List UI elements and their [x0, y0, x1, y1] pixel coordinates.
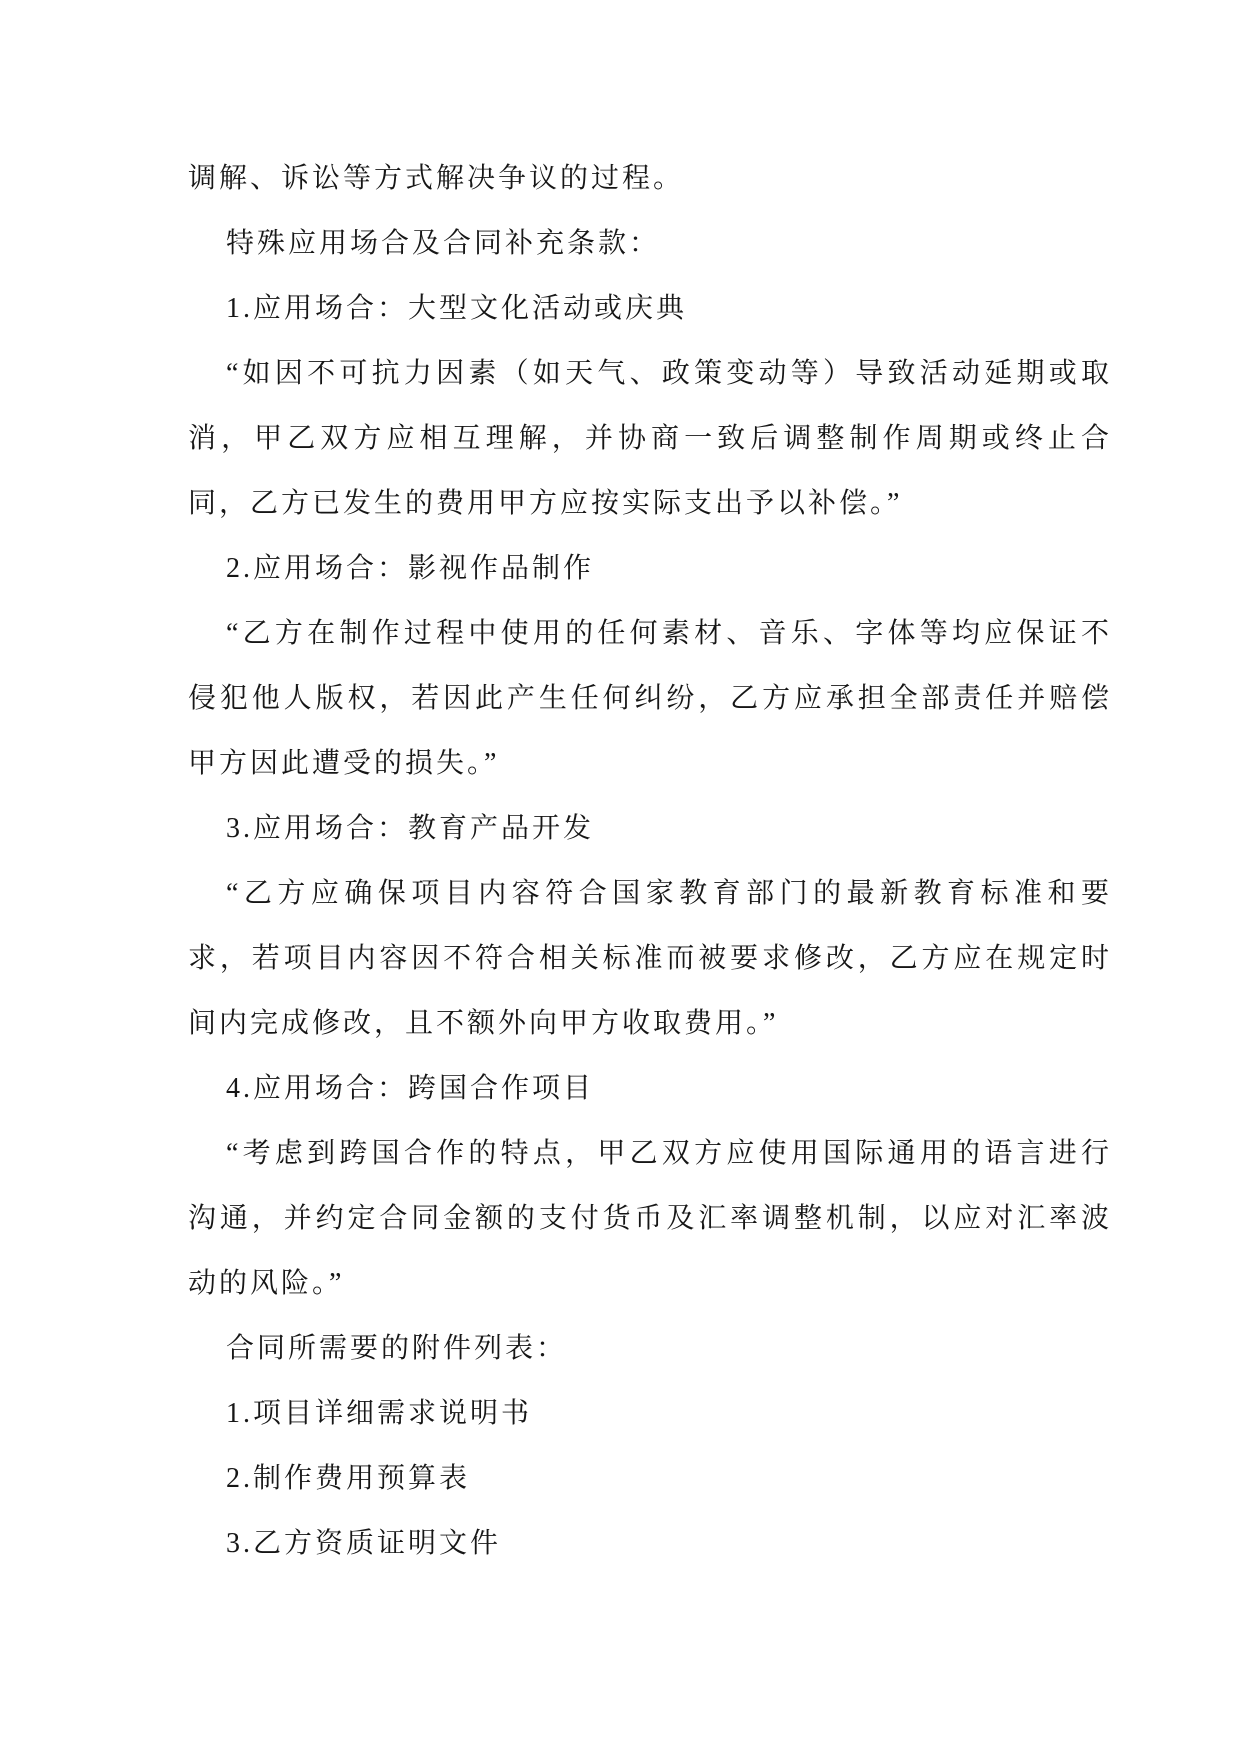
text-line: 调解、诉讼等方式解决争议的过程。 [188, 163, 685, 194]
text-line: 特殊应用场合及合同补充条款： [226, 228, 661, 259]
text-line: 求，若项目内容因不符合相关标准而被要求修改，乙方应在规定时 [188, 943, 1112, 974]
text-line: 3.乙方资质证明文件 [226, 1528, 502, 1559]
text-line: 3.应用场合：教育产品开发 [226, 813, 595, 844]
text-line: 合同所需要的附件列表： [226, 1333, 568, 1364]
text-line: 侵犯他人版权，若因此产生任何纠纷，乙方应承担全部责任并赔偿 [188, 683, 1112, 714]
text-line: 沟通，并约定合同金额的支付货币及汇率调整机制，以应对汇率波 [188, 1203, 1112, 1234]
text-line: “如因不可抗力因素（如天气、政策变动等）导致活动延期或取 [226, 358, 1112, 389]
text-line: 同，乙方已发生的费用甲方应按实际支出予以补偿。” [188, 488, 903, 519]
text-line: 4.应用场合：跨国合作项目 [226, 1073, 595, 1104]
text-line: 间内完成修改，且不额外向甲方收取费用。” [188, 1008, 779, 1039]
text-line: 2.应用场合：影视作品制作 [226, 553, 595, 584]
text-line: “考虑到跨国合作的特点，甲乙双方应使用国际通用的语言进行 [226, 1138, 1112, 1169]
contract-text-block [188, 146, 1112, 1576]
text-line: “乙方在制作过程中使用的任何素材、音乐、字体等均应保证不 [226, 618, 1112, 649]
text-line: 消，甲乙双方应相互理解，并协商一致后调整制作周期或终止合 [188, 423, 1112, 454]
text-line: “乙方应确保项目内容符合国家教育部门的最新教育标准和要 [226, 878, 1112, 909]
text-line: 2.制作费用预算表 [226, 1463, 471, 1494]
text-line: 甲方因此遭受的损失。” [188, 748, 500, 779]
text-line: 1.项目详细需求说明书 [226, 1398, 533, 1429]
text-line: 1.应用场合：大型文化活动或庆典 [226, 293, 688, 324]
text-line: 动的风险。” [188, 1268, 345, 1299]
